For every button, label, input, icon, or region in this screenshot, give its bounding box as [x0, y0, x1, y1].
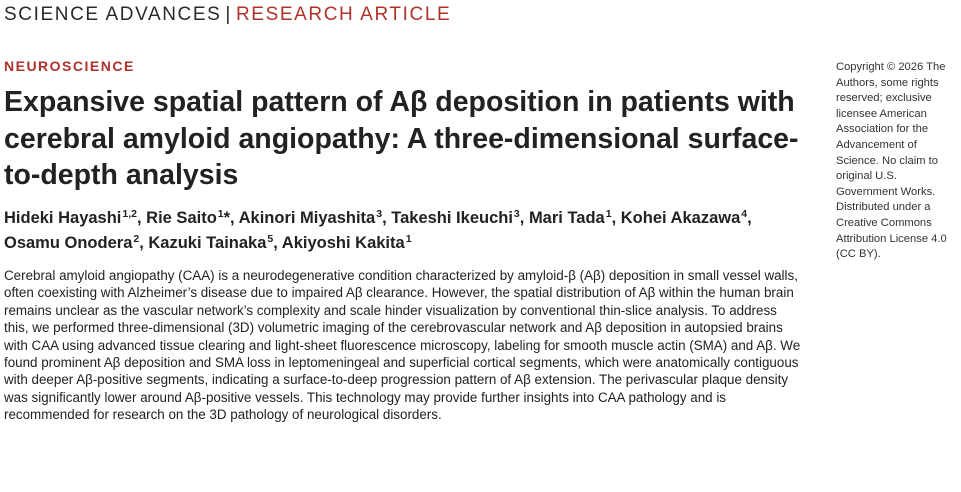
- author-affiliation: 1,2: [122, 208, 137, 220]
- author-affiliation: 3: [376, 208, 383, 220]
- author-affiliation: 5: [267, 233, 274, 245]
- author: [282, 234, 412, 252]
- author-name: Osamu Onodera: [4, 234, 133, 252]
- author-name: Hideki Hayashi: [4, 209, 122, 227]
- author: [4, 234, 139, 252]
- author: [239, 209, 382, 227]
- author-affiliation: 1: [405, 233, 412, 245]
- author-name: Akiyoshi Kakita: [281, 234, 405, 252]
- copyright-notice: Copyright © 2026 The Authors, some rights reserved; exclusive licensee American Association for the Advancement of Science. No claim to original U.S. Government Works. Distributed under a Creative Commons Attribution License 4.0 (CC BY).: [836, 61, 947, 261]
- abstract: Cerebral amyloid angiopathy (CAA) is a neurodegenerative condition characterized by amyloid-β (Aβ) deposition in small vessel walls, often coexisting with Alzheimer’s disease due to impaired Aβ clearance. However, the spatial distribution of Aβ within the human brain remains unclear as the vascular network’s complexity and scale hinder visualization by conventional thin-slice analysis. To address this, we performed three-dimensional (3D) volumetric imaging of the cerebrovascular network and Aβ deposition in autopsied brains with CAA using advanced tissue clearing and light-sheet fluorescence microscopy, labeling for smooth muscle actin (SMA) and Aβ. We found prominent Aβ deposition and SMA loss in leptomeningeal and superficial cortical segments, which were anatomically contiguous with deeper Aβ-positive segments, indicating a surface-to-deep progression pattern of Aβ extension. The perivascular plaque density was significantly lower around Aβ-positive vessels. This technology may provide further insights into CAA pathology and is recommended for research on the 3D pathology of neurological disorders.: [4, 268, 801, 423]
- article-type: RESEARCH ARTICLE: [235, 4, 452, 25]
- author: [621, 209, 747, 227]
- article-title: Expansive spatial pattern of Aβ deposition in patients with cerebral amyloid angiopathy: A three-dimensional surface-to-depth analysis: [4, 86, 799, 191]
- author-affiliation: 1: [605, 208, 612, 220]
- author: [4, 209, 137, 227]
- author-affiliation: 1: [217, 208, 224, 220]
- author: [146, 209, 230, 227]
- corresponding-author-mark: *: [223, 209, 231, 227]
- author-name: Rie Saito: [146, 209, 217, 227]
- author-affiliation: 4: [741, 208, 748, 220]
- section-label: NEUROSCIENCE: [4, 58, 135, 74]
- journal-header: [4, 4, 451, 26]
- author-name: Mari Tada: [528, 209, 605, 227]
- author-name: Akinori Miyashita: [238, 209, 376, 227]
- author: [391, 209, 520, 227]
- author-name: Kohei Akazawa: [620, 209, 741, 227]
- author: [529, 209, 612, 227]
- author-name: Kazuki Tainaka: [148, 234, 267, 252]
- author-affiliation: 3: [513, 208, 520, 220]
- author-list: Hideki Hayashi$^{1,2}$, Rie Saito$^1$*, Akinori Miyashita$^3$, Takeshi Ikeuchi$^3$, Mari Tada$^1$, Kohei Akazawa$^4$, Osamu Onodera$^2$, Kazuki Tainaka$^5$, Akiyoshi Kakita$^1$: [4, 208, 752, 252]
- author: [148, 234, 273, 252]
- author-affiliation: 2: [133, 233, 140, 245]
- journal-name: SCIENCE ADVANCES: [4, 4, 222, 25]
- header-separator: |: [225, 4, 232, 25]
- author-name: Takeshi Ikeuchi: [391, 209, 513, 227]
